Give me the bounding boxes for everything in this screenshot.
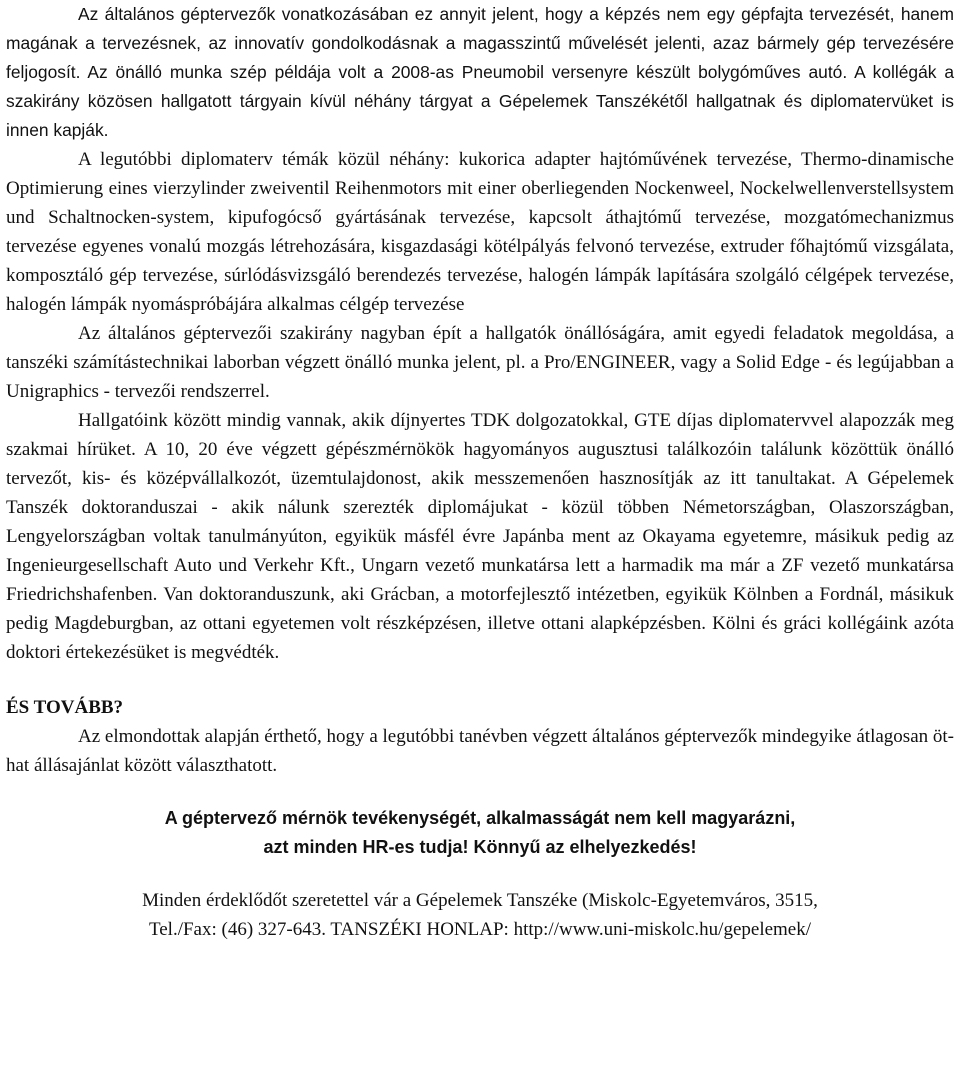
- section-heading: ÉS TOVÁBB?: [6, 697, 124, 718]
- footer-line-2: Tel./Fax: (46) 327-643. TANSZÉKI HONLAP: http://www.uni-miskolc.hu/gepelemek/: [148, 919, 812, 940]
- paragraph-design-software: Az általános géptervezői szakirány nagyban épít a hallgatók önállóságára, amit egyedi feladatok megoldása, a tanszéki számítástechnikai laborban végzett önálló munka jelent, pl. a Pro/ENGINEER, vagy a Solid Edge - és legújabban a Unigraphics - tervezői rendszerrel.: [6, 323, 954, 402]
- footer-line-1: Minden érdeklődőt szeretettel vár a Gépelemek Tanszéke (Miskolc-Egyetemváros, 3515,: [142, 890, 818, 911]
- contact-footer: [6, 886, 954, 944]
- paragraph-intro: Az általános géptervezők vonatkozásában ez annyit jelent, hogy a képzés nem egy gépfajta tervezését, hanem magának a tervezésnek, az innovatív gondolkodásnak a magasszintű művelését jelenti, azaz bármely gép tervezésére feljogosít. Az önálló munka szép példája volt a 2008-as Pneumobil versenyre készült bolygóműves autó. A kollégák a szakirány közösen hallgatott tárgyain kívül néhány tárgyat a Gépelemek Tanszékétől hallgatnak és diplomatervüket is innen kapják.: [6, 4, 954, 140]
- paragraph-job-offers: Az elmondottak alapján érthető, hogy a legutóbbi tanévben végzett általános géptervezők mindegyike átlagosan öt-hat állásajánlat között választhatott.: [6, 726, 954, 776]
- highlight-message: [6, 804, 954, 862]
- highlight-line-2: azt minden HR-es tudja! Könnyű az elhelyezkedés!: [263, 837, 697, 857]
- highlight-line-1: A géptervező mérnök tevékenységét, alkalmasságát nem kell magyarázni,: [164, 808, 796, 828]
- paragraph-alumni: Hallgatóink között mindig vannak, akik díjnyertes TDK dolgozatokkal, GTE díjas diplomatervvel alapozzák meg szakmai hírüket. A 10, 20 éve végzett gépészmérnökök hagyományos augusztusi találkozóin találunk közöttük önálló tervezőt, kis- és középvállalkozót, üzemtulajdonost, akik messzemenően hasznosítják az itt tanultakat. A Gépelemek Tanszék doktoranduszai - akik nálunk szerezték diplomájukat - közül többen Németországban, Olaszországban, Lengyelországban voltak tanulmányúton, egyikük másfél évre Japánba ment az Okayama egyetemre, másikuk pedig az Ingenieurgesellschaft Auto und Verkehr Kft., Ungarn vezető munkatársa lett a harmadik ma már a ZF vezető munkatársa Friedrichshafenben. Van doktoranduszunk, aki Grácban, a motorfejlesztő intézetben, egyikük Kölnben a Fordnál, másikuk pedig Magdeburgban, az ottani egyetemen volt részképzésen, illetve ottani alapképzésben. Kölni és gráci kollégáink azóta doktori értekezésüket is megvédték.: [6, 410, 954, 663]
- paragraph-thesis-topics: A legutóbbi diplomaterv témák közül néhány: kukorica adapter hajtóművének tervezése, Thermo-dinamische Optimierung eines vierzylinder zweiventil Reihenmotors mit einer oberliegenden Nockenweel, Nockelwellenverstellsystem und Schaltnocken-system, kipufogócső gyártásának tervezése, kapcsolt áthajtómű tervezése, mozgatómechanizmus tervezése egyenes vonalú mozgás létrehozására, kisgazdasági kötélpályás felvonó tervezése, extruder főhajtómű vizsgálata, komposztáló gép tervezése, súrlódásvizsgáló berendezés tervezése, halogén lámpák lapítására szolgáló célgépek tervezése, halogén lámpák nyomáspróbájára alkalmas célgép tervezése: [6, 149, 954, 315]
- document-page: [6, 0, 954, 944]
